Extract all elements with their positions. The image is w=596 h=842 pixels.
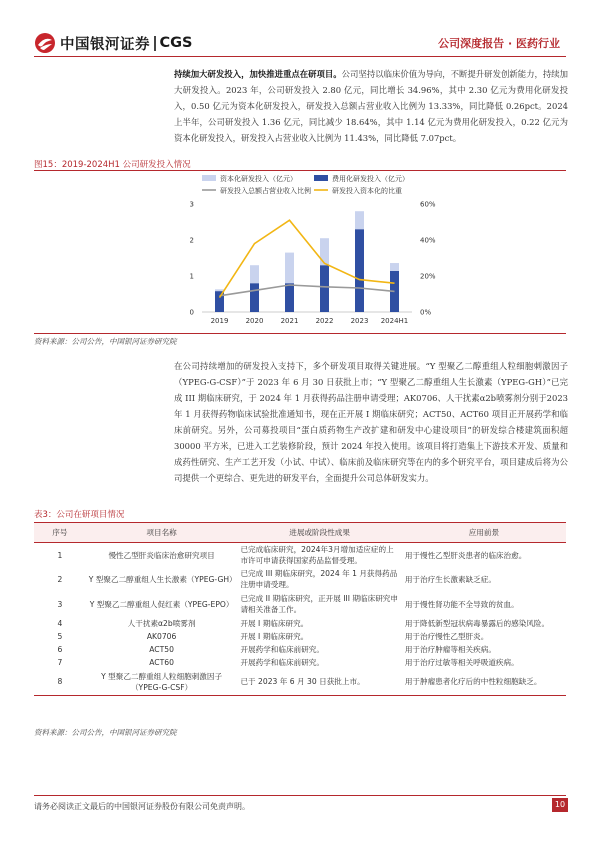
bar-capitalized-rd: [250, 265, 259, 283]
bar-capitalized-rd: [355, 211, 364, 229]
cell-progress: 开展 I 期临床研究。: [240, 632, 309, 641]
cell-progress: 已完成临床研究，2024年3月增加适应症的上市许可申请获得国家药品监督受理。: [240, 545, 394, 565]
figure-source: 资料来源：公司公告，中国银河证券研究院: [34, 337, 177, 346]
bar-expensed-rd: [215, 291, 224, 312]
logo-text-cn: 中国银河证券: [60, 36, 150, 53]
bar-capitalized-rd: [285, 253, 294, 284]
bar-expensed-rd: [355, 229, 364, 312]
logo-divider: [154, 36, 156, 51]
legend-label: 研发投入资本化的比重: [332, 187, 402, 195]
cell-no: 4: [57, 619, 63, 628]
bar-expensed-rd: [320, 265, 329, 312]
figure-source-divider: [34, 333, 566, 334]
x-tick-label: 2024H1: [380, 317, 409, 325]
logo-text-en: CGS: [159, 35, 193, 51]
bar-capitalized-rd: [215, 289, 224, 291]
y-right-tick-label: 60%: [420, 200, 436, 209]
cell-prospect: 用于慢性乙型肝炎患者的临床治愈。: [404, 550, 527, 560]
x-tick-label: 2019: [210, 317, 229, 325]
legend-label: 研发投入总额占营业收入比例: [220, 187, 311, 195]
legend-label: 资本化研发投入（亿元）: [220, 175, 297, 183]
col-header-prospect: 应用前景: [402, 523, 566, 543]
bar-expensed-rd: [285, 283, 294, 312]
cell-project-name: 人干扰素α2b喷雾剂: [127, 619, 196, 628]
cell-project-name: ACT60: [149, 658, 174, 667]
cell-project-name: Y 型聚乙二醇重组人促红素（YPEG-EPO）: [89, 599, 234, 609]
y-left-tick-label: 0: [189, 308, 194, 317]
footer-disclaimer: 请务必阅读正文最后的中国银河证券股份有限公司免责声明。: [34, 802, 250, 811]
cell-prospect: 用于肿瘤患者化疗后的中性粒细胞缺乏。: [402, 669, 566, 695]
bar-capitalized-rd: [320, 238, 329, 265]
table-header-row: [34, 523, 566, 543]
table-row: [34, 543, 566, 568]
bar-expensed-rd: [250, 283, 259, 312]
table-row: [34, 643, 566, 656]
cell-prospect: 用于治疗过敏等相关呼吸道疾病。: [404, 658, 519, 667]
cell-project-name: Y 型聚乙二醇重组人粒细胞刺激因子（YPEG-G-CSF）: [86, 669, 238, 695]
cell-prospect: 用于降低新型冠状病毒暴露后的感染风险。: [404, 619, 550, 628]
cgs-logo-icon: [34, 32, 56, 54]
table-source: 资料来源：公司公告，中国银河证券研究院: [34, 728, 177, 737]
x-tick-label: 2023: [350, 317, 369, 325]
figure-title: 图15：2019-2024H1 公司研发投入情况: [34, 160, 191, 170]
cell-no: 5: [57, 632, 63, 641]
paragraph-body: 公司坚持以临床价值为导向，不断提升研发创新能力，持续加大研发投入。2023 年，公司研发投入 2.80 亿元，同比增长 34.96%，其中 2.30 亿元为费用化研发投入，0.50 亿元为资本化研发投入，研发投入总额占营业收入比例为 13.33%，同比降低 0.26pct。2024 上半年，公司研发投入 1.36 亿元，同比减少 18.64%，其中 1.14 亿元为费用化研发投入，0.22 亿元为资本化研发投入，研发投入占营业收入比例为 11.43%，同比降低 7.07pct。: [174, 69, 569, 143]
cell-progress: 开展药学和临床前研究。: [240, 645, 324, 654]
cell-project-name: 慢性乙型肝炎临床治愈研究项目: [108, 550, 215, 560]
bar-capitalized-rd: [390, 263, 399, 271]
cell-progress: 已完成 II 期临床研究，正开展 III 期临床研究申请相关准备工作。: [240, 594, 398, 614]
line-rd-revenue-ratio: [220, 285, 395, 296]
y-right-tick-label: 40%: [420, 236, 436, 245]
footer-divider: [34, 795, 566, 796]
cell-no: 6: [57, 645, 63, 654]
cell-no: 2: [57, 574, 63, 584]
rd-progress-paragraph: 在公司持续增加的研发投入支持下，多个研发项目取得关键进展。“Y 型聚乙二醇重组人粒细胞刺激因子（YPEG-G-CSF）”于 2023 年 6 月 30 日获批上市；“Y 型聚乙二醇重组人生长激素（YPEG-GH）”已完成 III 期临床研究，于 2024 年 1 月获得药品注册申请受理；AK0706、人干扰素α2b喷雾剂分别于2023 年 1 月获得药物临床试验批准通知书，现在正开展 I 期临床研究；ACT50、ACT60 项目正开展药学和临床前研究。另外，公司募投项目“蛋白质药物生产改扩建和研发中心建设项目”的研发综合楼建筑面积超 30000 平方米，已进入工艺装修阶段，预计 2024 年投入使用。该项目将打造集上下游技术开发、质量和成药性研究、生产工艺开发（小试、中试）、临床前及临床研究等在内的多个研究平台，项目建成后将为公司提供一个更综合、更先进的研发平台，全面提升公司总体研发实力。: [174, 361, 568, 483]
col-header-no: 序号: [34, 523, 86, 543]
cell-progress: 开展药学和临床前研究。: [240, 658, 324, 667]
y-left-tick-label: 1: [189, 272, 194, 281]
cell-project-name: Y 型聚乙二醇重组人生长激素（YPEG-GH）: [88, 574, 237, 584]
cell-prospect: 用于治疗生长激素缺乏症。: [404, 574, 496, 584]
table-source-spacer: [34, 723, 566, 724]
legend-swatch: [314, 175, 328, 181]
cell-no: 3: [57, 599, 63, 609]
rd-investment-chart: [174, 172, 568, 334]
page-header: [0, 0, 596, 60]
cell-project-name: AK0706: [146, 632, 177, 641]
y-left-tick-label: 2: [189, 236, 194, 245]
x-tick-label: 2020: [245, 317, 264, 325]
report-category: 公司深度报告 · 医药行业: [438, 37, 560, 50]
table-row: [34, 656, 566, 669]
cell-prospect: 用于治疗慢性乙型肝炎。: [404, 632, 489, 641]
cell-prospect: 用于慢性肾功能不全导致的贫血。: [404, 599, 519, 609]
cell-progress: 已于 2023 年 6 月 30 日获批上市。: [237, 669, 401, 695]
cell-project-name: ACT50: [149, 645, 174, 654]
cell-no: 7: [57, 658, 63, 667]
paragraph-lead: 持续加大研发投入，加快推进重点在研项目。: [174, 69, 342, 79]
figure-divider: [34, 170, 566, 171]
y-left-tick-label: 3: [189, 200, 194, 209]
x-tick-label: 2022: [315, 317, 334, 325]
col-header-name: 项目名称: [86, 523, 238, 543]
cell-no: 8: [34, 669, 86, 695]
legend-swatch: [202, 175, 216, 181]
table-row: [34, 669, 566, 695]
cell-no: 1: [57, 550, 63, 560]
cell-prospect: 用于治疗肿瘤等相关疾病。: [404, 645, 496, 654]
table-row: [34, 591, 566, 617]
table-row: [34, 567, 566, 591]
table-title: 表3：公司在研项目情况: [34, 510, 125, 520]
header-divider: [34, 56, 566, 57]
y-right-tick-label: 20%: [420, 272, 436, 281]
table-row: [34, 630, 566, 643]
page-number: 10: [552, 798, 568, 812]
company-logo: [34, 31, 234, 55]
table-row: [34, 617, 566, 630]
cell-progress: 开展 I 期临床研究。: [240, 619, 309, 628]
y-right-tick-label: 0%: [420, 308, 432, 317]
x-tick-label: 2021: [280, 317, 299, 325]
cell-progress: 已完成 III 期临床研究，2024 年 1 月获得药品注册申请受理。: [240, 569, 398, 589]
legend-label: 费用化研发投入（亿元）: [332, 175, 409, 183]
col-header-progress: 进展或阶段性成果: [237, 523, 401, 543]
rd-projects-table: [34, 522, 566, 696]
rd-investment-paragraph: [174, 66, 568, 146]
